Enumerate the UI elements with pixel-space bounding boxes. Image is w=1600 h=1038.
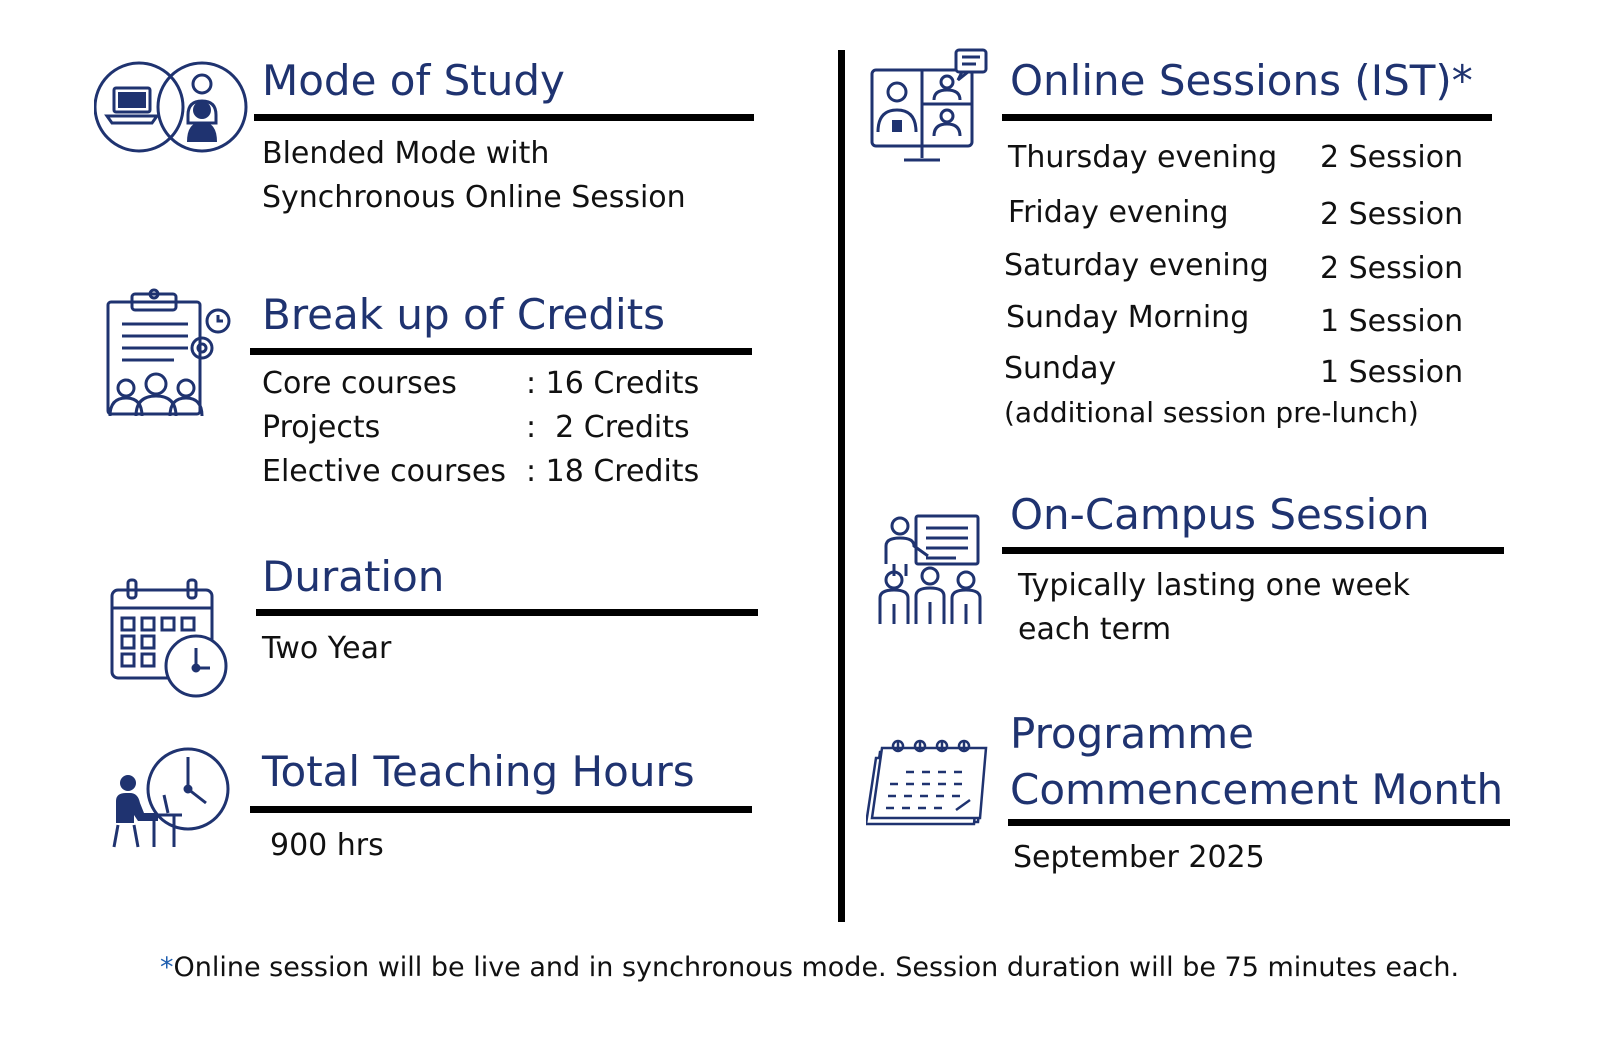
- person-desk-clock-icon: [108, 745, 233, 850]
- session-day: Thursday evening: [1008, 140, 1278, 175]
- online-sessions-title: Online Sessions (IST)*: [1010, 56, 1473, 105]
- classroom-group-icon: [876, 514, 988, 629]
- duration-rule: [256, 609, 758, 616]
- session-day: Sunday Morning: [1006, 300, 1250, 335]
- credits-title: Break up of Credits: [262, 290, 666, 339]
- video-conference-icon: [870, 48, 995, 168]
- credit-row-value: : 18 Credits: [526, 454, 700, 489]
- session-day: Saturday evening: [1004, 248, 1269, 283]
- footnote: [160, 952, 1459, 983]
- session-count: 1 Session: [1320, 355, 1464, 390]
- on-campus-value: [1018, 564, 1410, 651]
- credit-row-label: Projects: [262, 410, 381, 445]
- clipboard-team-icon: [104, 288, 234, 423]
- credit-row-value: : 2 Credits: [526, 410, 690, 445]
- session-day: Friday evening: [1008, 195, 1229, 230]
- on-campus-title: On-Campus Session: [1010, 490, 1430, 539]
- desk-calendar-icon: [866, 738, 991, 828]
- teaching-hours-value: 900 hrs: [270, 828, 384, 863]
- session-note: (additional session pre-lunch): [1004, 396, 1419, 429]
- calendar-clock-icon: [108, 578, 233, 703]
- session-count: 1 Session: [1320, 304, 1464, 339]
- laptop-person-venn-icon: [94, 60, 249, 155]
- duration-value: Two Year: [262, 631, 392, 666]
- mode-of-study-value: [262, 132, 686, 219]
- mode-of-study-rule: [254, 114, 754, 121]
- mode-of-study-title: Mode of Study: [262, 56, 565, 105]
- footnote-text: Online session will be live and in synchronous mode. Session duration will be 75 minutes each.: [173, 952, 1460, 983]
- credit-row-label: Elective courses: [262, 454, 506, 489]
- on-campus-line: each term: [1018, 611, 1172, 647]
- session-count: 2 Session: [1320, 140, 1464, 175]
- commencement-title: [1010, 706, 1503, 818]
- footnote-star: *: [160, 952, 174, 983]
- session-count: 2 Session: [1320, 251, 1464, 286]
- commencement-title-line: Programme: [1010, 709, 1254, 758]
- on-campus-rule: [1002, 547, 1504, 554]
- session-count: 2 Session: [1320, 197, 1464, 232]
- duration-title: Duration: [262, 552, 445, 601]
- credit-row-value: : 16 Credits: [526, 366, 700, 401]
- mode-of-study-line: Blended Mode with: [262, 136, 550, 171]
- teaching-hours-rule: [250, 806, 752, 813]
- commencement-title-line: Commencement Month: [1010, 765, 1504, 814]
- credit-row-label: Core courses: [262, 366, 457, 401]
- column-divider: [838, 50, 845, 922]
- mode-of-study-line: Synchronous Online Session: [262, 179, 686, 215]
- commencement-rule: [1008, 819, 1510, 826]
- commencement-value: September 2025: [1013, 840, 1265, 875]
- credits-rule: [250, 348, 752, 355]
- online-sessions-rule: [1002, 114, 1492, 121]
- on-campus-line: Typically lasting one week: [1018, 568, 1410, 603]
- session-day: Sunday: [1004, 351, 1117, 386]
- teaching-hours-title: Total Teaching Hours: [262, 747, 695, 796]
